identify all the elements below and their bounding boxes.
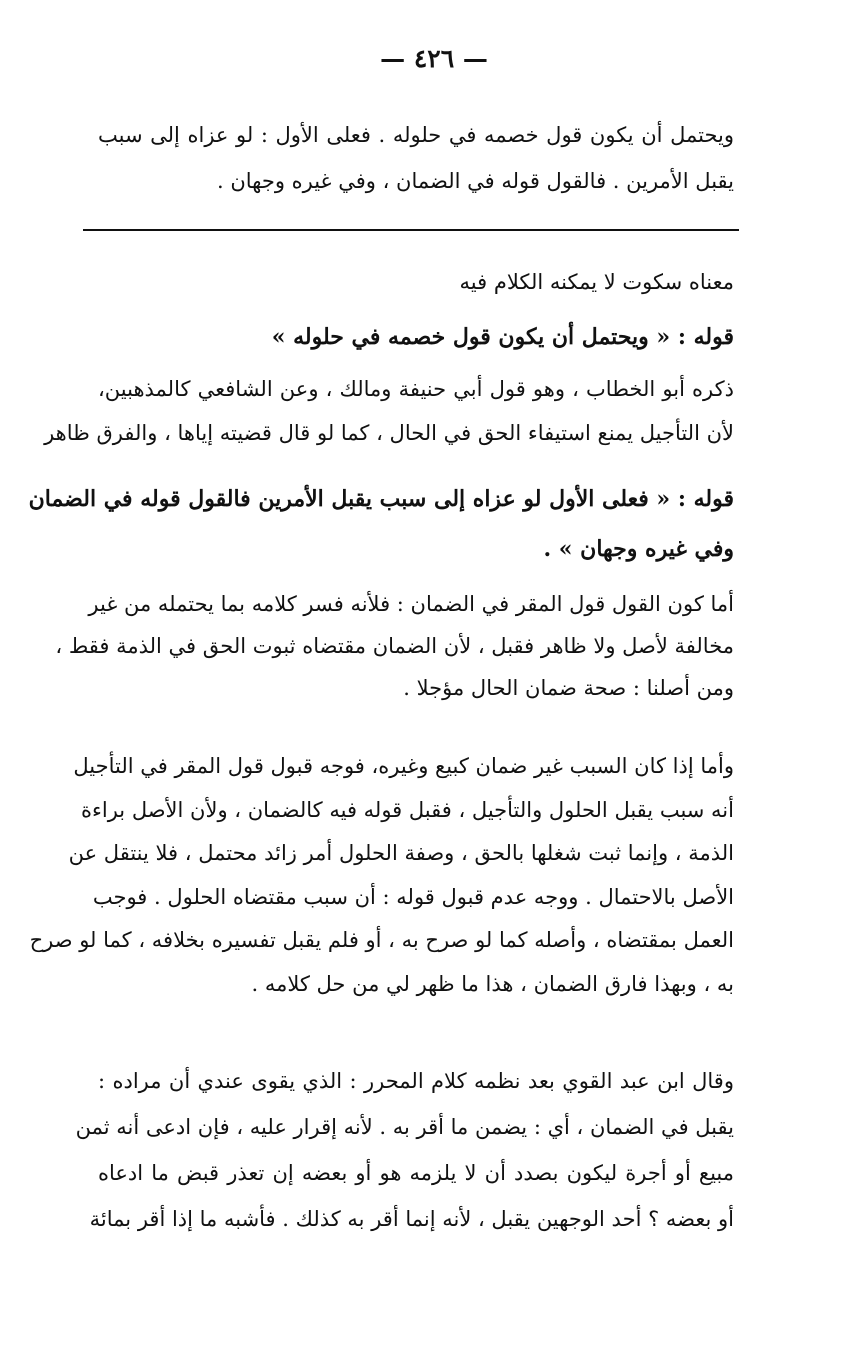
commentary-paragraph bbox=[44, 367, 734, 455]
text-line: الأصل بالاحتمال . ووجه عدم قبول قوله : أن سبب مقتضاه الحلول . فوجب bbox=[92, 884, 734, 909]
commentary-heading bbox=[98, 317, 734, 357]
text-line: به ، وبهذا فارق الضمان ، هذا ما ظهر لي من حل كلامه . bbox=[251, 971, 734, 996]
main-text bbox=[98, 112, 734, 204]
text-line: لأن التأجيل يمنع استيفاء الحق في الحال ، كما لو قال قضيته إياها ، والفرق ظاهر bbox=[44, 421, 734, 445]
text-line: قوله : « ويحتمل أن يكون قول خصمه في حلوله » bbox=[271, 324, 734, 350]
page-number: — ٤٢٦ — bbox=[380, 44, 488, 73]
text-line: الذمة ، وإنما ثبت شغلها بالحق ، وصفة الحلول أمر زائد محتمل ، فلا ينتقل عن bbox=[68, 841, 734, 865]
commentary-paragraph bbox=[55, 583, 734, 709]
text-line: معناه سكوت لا يمكنه الكلام فيه bbox=[459, 270, 734, 294]
text-line: قوله : « فعلى الأول لو عزاه إلى سبب يقبل الأمرين فالقول قوله في الضمان bbox=[28, 486, 734, 512]
text-line: ذكره أبو الخطاب ، وهو قول أبي حنيفة ومالك ، وعن الشافعي كالمذهبين، bbox=[98, 377, 734, 401]
text-line: أما كون القول قول المقر في الضمان : فلأنه فسر كلامه بما يحتمله من غير bbox=[88, 592, 734, 616]
section-divider bbox=[83, 229, 739, 231]
text-line: ويحتمل أن يكون قول خصمه في حلوله . فعلى الأول : لو عزاه إلى سبب bbox=[98, 123, 734, 147]
commentary-heading bbox=[28, 474, 734, 574]
commentary-paragraph bbox=[98, 262, 734, 302]
text-line: أنه سبب يقبل الحلول والتأجيل ، فقبل قوله فيه كالضمان ، ولأن الأصل براءة bbox=[81, 797, 734, 822]
text-line: وقال ابن عبد القوي بعد نظمه كلام المحرر : الذي يقوى عندي أن مراده : bbox=[98, 1069, 734, 1093]
text-line: ومن أصلنا : صحة ضمان الحال مؤجلا . bbox=[403, 676, 734, 700]
text-line: مبيع أو أجرة ليكون بصدد أن لا يلزمه هو أو بعضه إن تعذر قبض ما ادعاه bbox=[98, 1161, 734, 1185]
text-line: أو بعضه ؟ أحد الوجهين يقبل ، لأنه إنما أقر به كذلك . فأشبه ما إذا أقر بمائة bbox=[89, 1207, 734, 1231]
text-line: مخالفة لأصل ولا ظاهر فقبل ، لأن الضمان مقتضاه ثبوت الحق في الذمة فقط ، bbox=[55, 634, 734, 658]
text-line: يقبل في الضمان ، أي : يضمن ما أقر به . لأنه إقرار عليه ، فإن ادعى أنه ثمن bbox=[75, 1115, 734, 1139]
text-line: وأما إذا كان السبب غير ضمان كبيع وغيره، فوجه قبول قول المقر في التأجيل bbox=[73, 754, 734, 778]
text-line: يقبل الأمرين . فالقول قوله في الضمان ، وفي غيره وجهان . bbox=[216, 169, 734, 193]
text-line: العمل بمقتضاه ، وأصله كما لو صرح به ، أو فلم يقبل تفسيره بخلافه ، كما لو صرح bbox=[29, 928, 734, 952]
text-line: وفي غيره وجهان » . bbox=[543, 536, 734, 562]
commentary-paragraph bbox=[29, 745, 734, 1006]
commentary-paragraph bbox=[75, 1058, 734, 1242]
